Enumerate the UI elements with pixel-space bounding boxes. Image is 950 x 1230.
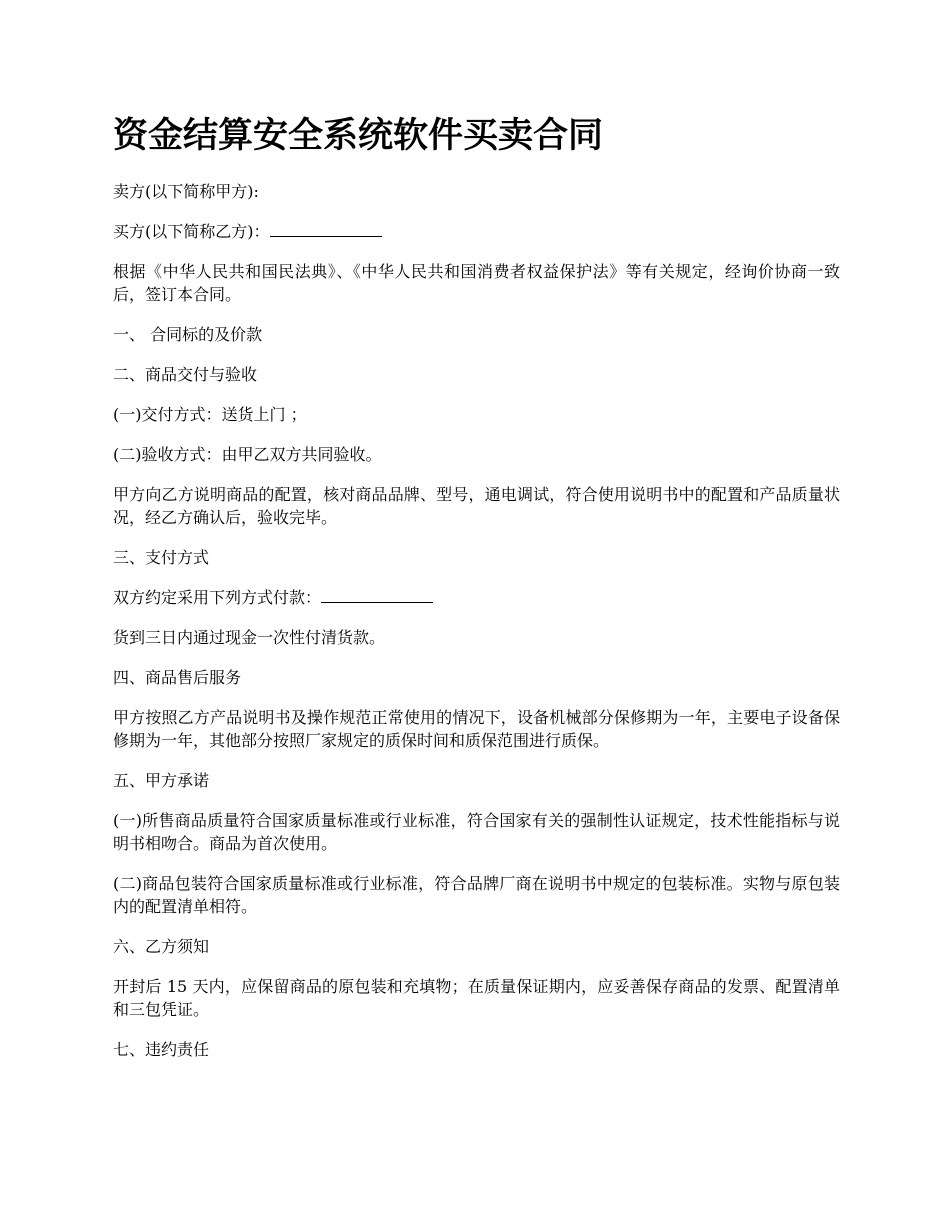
paragraph-text: 七、违约责任 [113, 1040, 210, 1059]
paragraph-text: 货到三日内通过现金一次性付清货款。 [113, 628, 386, 647]
paragraph [113, 363, 840, 386]
paragraph-text: 双方约定采用下列方式付款： [113, 588, 322, 607]
paragraph-text: 卖方(以下简称甲方): [113, 182, 259, 201]
paragraph [113, 260, 840, 306]
paragraph-text: 一、 合同标的及价款 [113, 325, 263, 344]
paragraph [113, 706, 840, 752]
paragraph-text: (二)商品包装符合国家质量标准或行业标准，符合品牌厂商在说明书中规定的包装标准。实物与原包装内的配置清单相符。 [113, 874, 840, 916]
paragraph [113, 323, 840, 346]
paragraph [113, 626, 840, 649]
paragraph-text: 四、商品售后服务 [113, 668, 242, 687]
paragraph-text: (一)所售商品质量符合国家质量标准或行业标准，符合国家有关的强制性认证规定，技术性能指标与说明书相吻合。商品为首次使用。 [113, 811, 840, 853]
paragraph-text: 甲方按照乙方产品说明书及操作规范正常使用的情况下，设备机械部分保修期为一年，主要电子设备保修期为一年，其他部分按照厂家规定的质保时间和质保范围进行质保。 [113, 708, 840, 750]
paragraph [113, 220, 840, 243]
paragraph [113, 586, 840, 609]
paragraph [113, 769, 840, 792]
paragraph-text: 三、支付方式 [113, 548, 210, 567]
paragraph-text: 六、乙方须知 [113, 937, 210, 956]
paragraph [113, 975, 840, 1021]
paragraph [113, 1038, 840, 1061]
paragraph [113, 483, 840, 529]
paragraph [113, 443, 840, 466]
paragraph-text: 开封后 15 天内，应保留商品的原包装和充填物；在质量保证期内，应妥善保存商品的发票、配置清单和三包凭证。 [113, 977, 840, 1019]
paragraph [113, 180, 840, 203]
paragraph-text: 甲方向乙方说明商品的配置，核对商品品牌、型号，通电调试，符合使用说明书中的配置和产品质量状况，经乙方确认后，验收完毕。 [113, 485, 840, 527]
fill-in-blank-line [321, 586, 433, 603]
paragraph-text: (二)验收方式：由甲乙双方共同验收。 [113, 445, 382, 464]
paragraph-text: 买方(以下简称乙方)： [113, 222, 270, 241]
paragraph-text: 五、甲方承诺 [113, 771, 210, 790]
paragraph-text: 二、商品交付与验收 [113, 365, 258, 384]
paragraph [113, 872, 840, 918]
paragraph-text: (一)交付方式：送货上门 ； [113, 405, 307, 424]
paragraph [113, 809, 840, 855]
paragraph [113, 935, 840, 958]
paragraph [113, 666, 840, 689]
paragraph [113, 546, 840, 569]
paragraph-text: 根据《中华人民共和国民法典》、《中华人民共和国消费者权益保护法》等有关规定，经询价协商一致后，签订本合同。 [113, 262, 840, 304]
fill-in-blank-line [270, 220, 382, 237]
document-body [113, 180, 840, 1078]
paragraph [113, 403, 840, 426]
document-title: 资金结算安全系统软件买卖合同 [113, 115, 604, 156]
